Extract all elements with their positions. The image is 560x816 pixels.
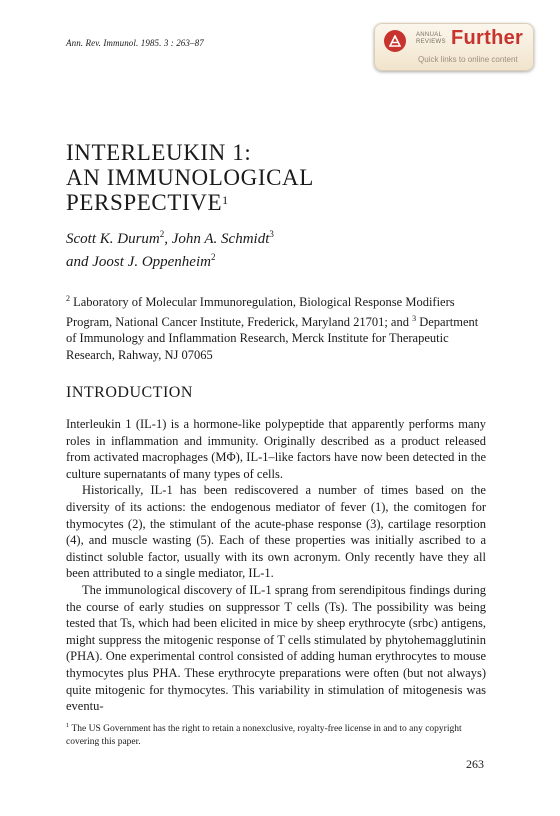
title-line: AN IMMUNOLOGICAL: [66, 165, 314, 190]
paragraph: Historically, IL-1 has been rediscovered a number of times based on the diversity of its actions: the endogenous mediator of fever (1), the comitogen for thymocytes (2), the stimulant of the acute-phase response (3), cartilage resorption (4), and muscle wasting (5). Each of these properties was initially ascribed to a distinct soluble factor, usually with its own acronym. Only recently have they all been attributed to a single mediator, IL-1.: [66, 483, 486, 581]
journal-citation: Ann. Rev. Immunol. 1985. 3 : 263–87: [66, 38, 204, 48]
title-footnote-mark[interactable]: 1: [222, 193, 229, 207]
annual-reviews-text: ANNUAL REVIEWS: [416, 32, 446, 45]
page-number: 263: [466, 757, 484, 771]
annual-reviews-further-badge[interactable]: [374, 23, 534, 71]
body-text: [66, 416, 486, 715]
author-name: Scott K. Durum: [66, 231, 160, 247]
affiliation-mark: 2: [210, 252, 216, 262]
title-line: INTERLEUKIN 1:: [66, 140, 252, 165]
author-name: John A. Schmidt: [171, 231, 270, 247]
further-subtitle[interactable]: Quick links to online content: [418, 55, 518, 64]
author-list: Scott K. Durum$^2$, John A. Schmidt$^3$ and Joost J. Oppenheim$^2$: [66, 229, 274, 270]
affiliation-mark: 2: [159, 229, 165, 239]
footnote: $^1$ The US Government has the right to retain a nonexclusive, royalty-free license in and to any copyright covering this paper.: [66, 722, 462, 748]
paragraph: The immunological discovery of IL-1 sprang from serendipitous findings during the course of early studies on suppressor T cells (Ts). The possibility was being tested that Ts, which had been elicited in mice by sheep erythrocyte (srbc) antigens, might suppress the mitogenic response of T cells stimulated by phytohemagglutinin (PHA). One experimental control consisted of adding human erythrocytes to mouse thymocytes plus PHA. These erythrocyte preparations were often (but not always) quite mitogenic for thymocytes. This variability in stimulation of mitogenesis was eventu-: [66, 582, 486, 714]
article-title: [66, 140, 314, 215]
further-logo-text: Further: [451, 27, 524, 49]
affiliations: $^2$ Laboratory of Molecular Immunoregulation, Biological Response Modifiers Program, National Cancer Institute, Frederick, Maryland 21701; and $^3$ Department of Immunology and Inflammation Research, Merck Institute for Therapeutic Research, Rahway, NJ 07065: [66, 294, 479, 362]
author-name: and Joost J. Oppenheim: [66, 254, 211, 270]
annual-reviews-logo-icon: [384, 30, 406, 52]
affiliation-mark: 3: [269, 229, 274, 239]
section-heading: INTRODUCTION: [66, 384, 193, 401]
title-line: PERSPECTIVE$^1$: [66, 190, 229, 215]
paragraph: Interleukin 1 (IL-1) is a hormone-like polypeptide that apparently performs many roles in inflammation and immunity. Originally described as a product released from activated macrophages (MΦ), IL-1–like factors have now been detected in the culture supernatants of many types of cells.: [66, 417, 486, 481]
